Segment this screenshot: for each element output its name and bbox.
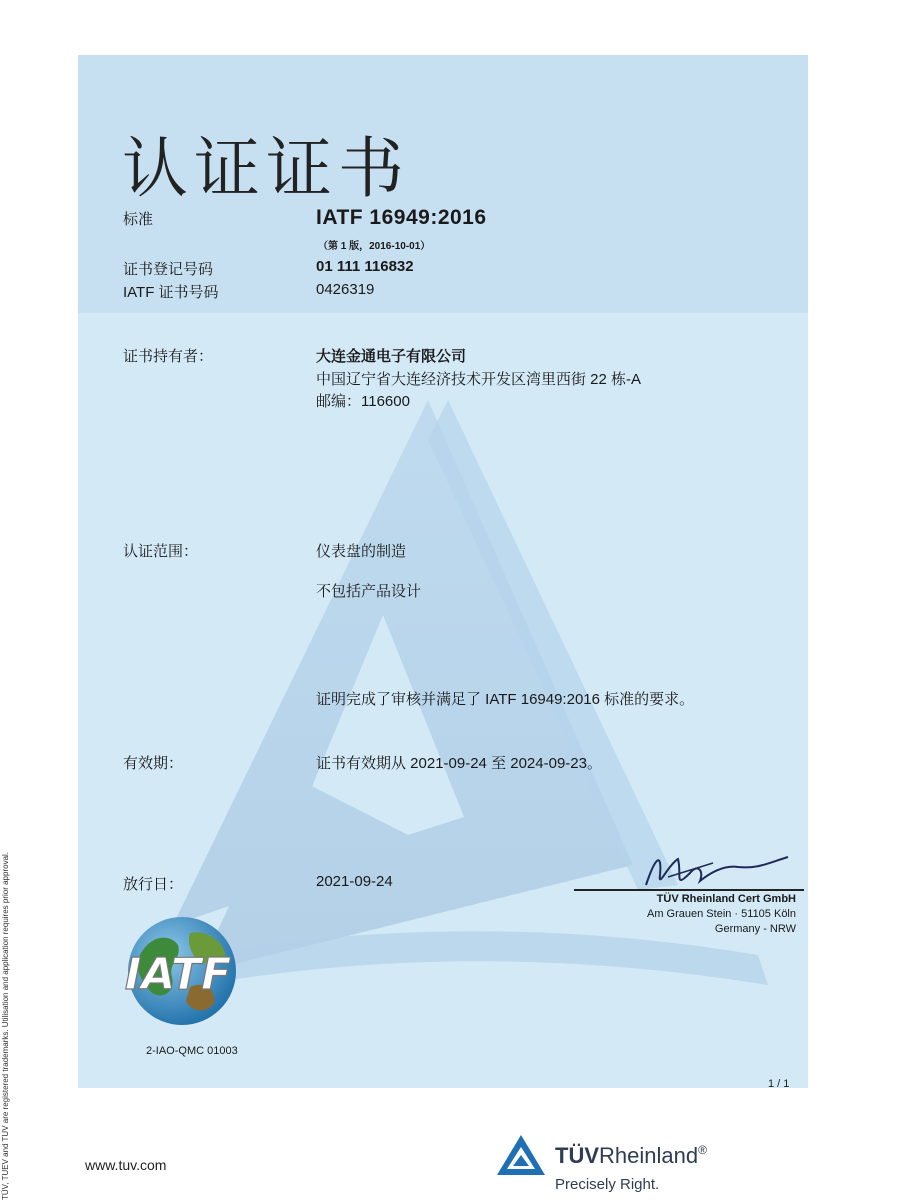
standard-edition: （第 1 版，2016-10-01） [318,241,431,252]
signature [638,845,798,893]
tuv-slogan: Precisely Right. [555,1176,660,1193]
validity-label: 有效期： [123,755,184,772]
standard-label: 标准 [123,211,154,228]
certificate-title: 认证证书 [122,130,410,207]
trademark-note: TÜV, TUEV and TUV are registered trademarks. Utilisation and application requires prior approval. [1,851,10,1200]
reg-no-value: 01 111 116832 [316,258,414,275]
issuer-country: Germany - NRW [714,923,796,935]
validity-value: 证书有效期从 2021-09-24 至 2024-09-23。 [316,755,602,772]
issuer-address: Am Grauen Stein · 51105 Köln [647,908,796,920]
tuv-triangle-icon [495,1133,547,1177]
holder-postcode: 邮编：116600 [316,393,410,410]
issuer-name: TÜV Rheinland Cert GmbH [656,893,796,905]
issue-label: 放行日： [123,876,184,893]
holder-address: 中国辽宁省大连经济技术开发区湾里西街 22 栋-A [316,371,642,388]
tuv-brand-bold: TÜV [555,1143,599,1168]
iatf-no-label: IATF 证书号码 [123,284,219,301]
page-number: 1 / 1 [768,1078,790,1090]
certificate-panel [78,55,808,1088]
conformity-statement: 证明完成了审核并满足了 IATF 16949:2016 标准的要求。 [316,691,695,708]
holder-label: 证书持有者： [123,348,214,365]
reg-no-label: 证书登记号码 [123,261,214,278]
iatf-no-value: 0426319 [316,281,375,298]
signature-line [574,889,804,891]
globe-icon [120,915,260,1035]
standard-value: IATF 16949:2016 [316,206,487,229]
scope-line-1: 仪表盘的制造 [316,543,407,560]
iatf-logo-text: IATF [124,949,232,1000]
holder-name: 大连金通电子有限公司 [316,348,467,365]
scope-label: 认证范围： [123,543,199,560]
iatf-logo [120,915,260,1040]
footer-url[interactable]: www.tuv.com [85,1157,167,1173]
tuv-brand-reg: ® [698,1143,707,1157]
issue-date: 2021-09-24 [316,873,393,890]
scope-line-2: 不包括产品设计 [316,583,422,600]
tuv-brand [555,1143,707,1169]
tuv-brand-rest: Rheinland [599,1143,699,1168]
iatf-code: 2-IAO-QMC 01003 [146,1045,238,1057]
